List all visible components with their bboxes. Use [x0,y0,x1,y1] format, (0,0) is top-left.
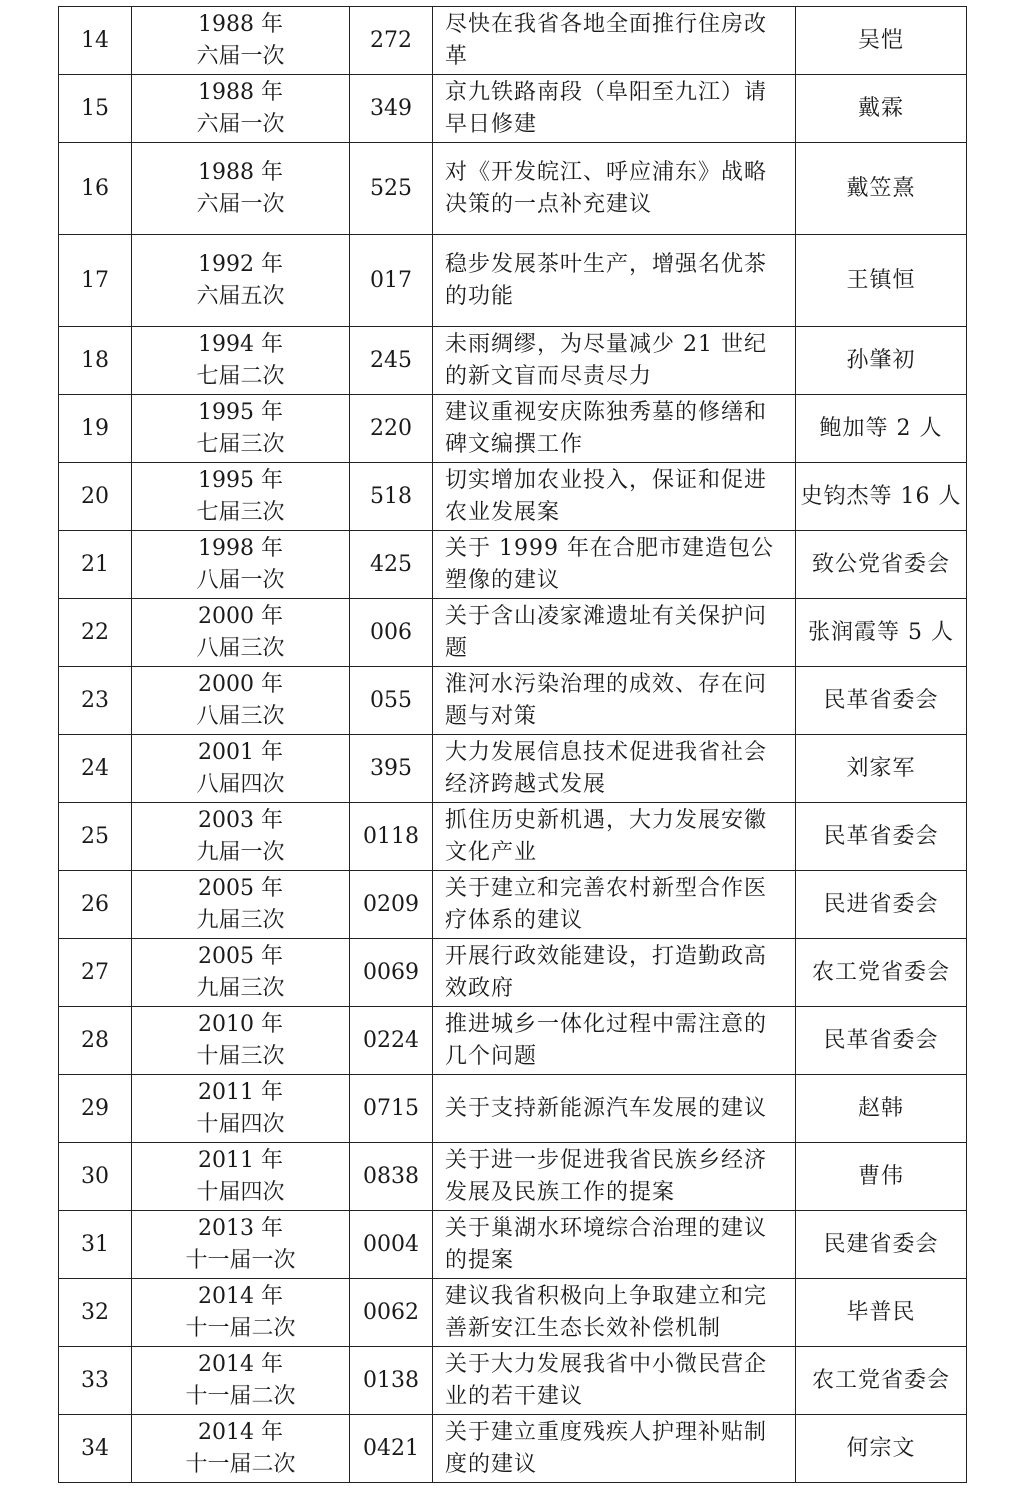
proposal-title: 淮河水污染治理的成效、存在问题与对策 [433,667,796,735]
session-year: 1995 年 [198,399,283,425]
proposal-author: 赵韩 [796,1075,967,1143]
proposal-code: 525 [350,143,433,235]
proposal-title: 大力发展信息技术促进我省社会经济跨越式发展 [433,735,796,803]
session-name: 六届一次 [196,111,285,137]
row-number: 15 [59,75,132,143]
session-cell [132,75,350,143]
session-name: 十一届二次 [185,1383,296,1409]
table-row [59,327,967,395]
proposal-author: 民革省委会 [796,1007,967,1075]
proposal-title: 开展行政效能建设，打造勤政高效政府 [433,939,796,1007]
session-year: 1998 年 [198,535,283,561]
table-row [59,1075,967,1143]
row-number: 24 [59,735,132,803]
proposal-author: 何宗文 [796,1415,967,1483]
session-year: 2001 年 [198,739,283,765]
session-year: 1988 年 [198,159,283,185]
proposal-code: 0118 [350,803,433,871]
session-name: 八届一次 [196,567,285,593]
proposal-author: 毕普民 [796,1279,967,1347]
session-year: 2013 年 [198,1215,283,1241]
proposal-code: 055 [350,667,433,735]
session-year: 1988 年 [198,11,283,37]
proposal-code: 006 [350,599,433,667]
session-cell [132,1211,350,1279]
proposal-code: 017 [350,235,433,327]
row-number: 16 [59,143,132,235]
session-year: 2014 年 [198,1351,283,1377]
session-year: 2005 年 [198,875,283,901]
proposal-code: 0004 [350,1211,433,1279]
proposal-code: 349 [350,75,433,143]
table-row [59,7,967,75]
proposal-code: 395 [350,735,433,803]
proposal-code: 0209 [350,871,433,939]
session-year: 2014 年 [198,1283,283,1309]
proposal-code: 518 [350,463,433,531]
proposal-author: 戴笠熹 [796,143,967,235]
session-name: 七届二次 [196,363,285,389]
proposal-author: 致公党省委会 [796,531,967,599]
proposal-title: 关于建立重度残疾人护理补贴制度的建议 [433,1415,796,1483]
proposal-author: 鲍加等 2 人 [796,395,967,463]
proposal-code: 0715 [350,1075,433,1143]
session-name: 九届三次 [196,907,285,933]
proposal-code: 272 [350,7,433,75]
proposal-code: 0069 [350,939,433,1007]
table-row [59,1211,967,1279]
session-cell [132,803,350,871]
proposal-title: 关于进一步促进我省民族乡经济发展及民族工作的提案 [433,1143,796,1211]
session-name: 六届五次 [196,283,285,309]
row-number: 30 [59,1143,132,1211]
session-year: 2011 年 [198,1079,283,1105]
session-year: 1994 年 [198,331,283,357]
proposal-title: 关于建立和完善农村新型合作医疗体系的建议 [433,871,796,939]
session-year: 2005 年 [198,943,283,969]
proposal-title: 未雨绸缪，为尽量减少 21 世纪的新文盲而尽责尽力 [433,327,796,395]
session-cell [132,1279,350,1347]
proposal-title: 稳步发展茶叶生产，增强名优茶的功能 [433,235,796,327]
row-number: 27 [59,939,132,1007]
table-row [59,235,967,327]
row-number: 21 [59,531,132,599]
table-row [59,871,967,939]
table-row [59,531,967,599]
proposal-code: 0224 [350,1007,433,1075]
session-cell [132,531,350,599]
proposal-author: 张润霞等 5 人 [796,599,967,667]
table-row [59,1279,967,1347]
session-cell [132,327,350,395]
proposal-author: 刘家军 [796,735,967,803]
session-cell [132,939,350,1007]
proposal-author: 民革省委会 [796,803,967,871]
row-number: 19 [59,395,132,463]
table-row [59,75,967,143]
proposal-title: 尽快在我省各地全面推行住房改革 [433,7,796,75]
proposal-title: 关于大力发展我省中小微民营企业的若干建议 [433,1347,796,1415]
session-name: 十一届二次 [185,1315,296,1341]
table-row [59,1007,967,1075]
row-number: 32 [59,1279,132,1347]
session-year: 2000 年 [198,603,283,629]
proposal-title: 抓住历史新机遇，大力发展安徽文化产业 [433,803,796,871]
proposal-code: 0138 [350,1347,433,1415]
proposal-title: 关于 1999 年在合肥市建造包公塑像的建议 [433,531,796,599]
row-number: 34 [59,1415,132,1483]
proposal-title: 推进城乡一体化过程中需注意的几个问题 [433,1007,796,1075]
session-year: 2011 年 [198,1147,283,1173]
proposal-code: 245 [350,327,433,395]
proposal-table-body [59,7,967,1483]
session-cell [132,735,350,803]
session-year: 2010 年 [198,1011,283,1037]
table-row [59,143,967,235]
row-number: 33 [59,1347,132,1415]
session-cell [132,1347,350,1415]
session-name: 七届三次 [196,431,285,457]
proposal-author: 农工党省委会 [796,939,967,1007]
proposal-title: 切实增加农业投入，保证和促进农业发展案 [433,463,796,531]
table-row [59,939,967,1007]
session-cell [132,395,350,463]
row-number: 28 [59,1007,132,1075]
session-cell [132,871,350,939]
session-year: 2000 年 [198,671,283,697]
proposal-code: 425 [350,531,433,599]
session-cell [132,1007,350,1075]
proposal-author: 农工党省委会 [796,1347,967,1415]
proposal-author: 民革省委会 [796,667,967,735]
proposal-title: 京九铁路南段（阜阳至九江）请早日修建 [433,75,796,143]
session-cell [132,143,350,235]
proposal-code: 0421 [350,1415,433,1483]
table-row [59,1415,967,1483]
session-name: 九届三次 [196,975,285,1001]
session-cell [132,463,350,531]
session-cell [132,667,350,735]
proposal-author: 吴恺 [796,7,967,75]
session-year: 1988 年 [198,79,283,105]
session-name: 十一届二次 [185,1451,296,1477]
proposal-author: 王镇恒 [796,235,967,327]
table-row [59,667,967,735]
proposal-author: 曹伟 [796,1143,967,1211]
proposal-title: 建议我省积极向上争取建立和完善新安江生态长效补偿机制 [433,1279,796,1347]
proposal-code: 0838 [350,1143,433,1211]
session-cell [132,235,350,327]
proposal-code: 220 [350,395,433,463]
session-year: 1995 年 [198,467,283,493]
row-number: 14 [59,7,132,75]
row-number: 26 [59,871,132,939]
proposal-title: 对《开发皖江、呼应浦东》战略决策的一点补充建议 [433,143,796,235]
table-row [59,735,967,803]
proposal-title: 关于含山凌家滩遗址有关保护问题 [433,599,796,667]
proposal-title: 建议重视安庆陈独秀墓的修缮和碑文编撰工作 [433,395,796,463]
table-row [59,395,967,463]
session-name: 八届三次 [196,635,285,661]
proposal-author: 孙肇初 [796,327,967,395]
session-name: 六届一次 [196,43,285,69]
row-number: 31 [59,1211,132,1279]
row-number: 17 [59,235,132,327]
session-name: 六届一次 [196,191,285,217]
session-name: 十一届一次 [185,1247,296,1273]
row-number: 29 [59,1075,132,1143]
proposal-author: 史钧杰等 16 人 [796,463,967,531]
session-name: 十届三次 [196,1043,285,1069]
row-number: 18 [59,327,132,395]
row-number: 22 [59,599,132,667]
session-name: 十届四次 [196,1179,285,1205]
table-row [59,1143,967,1211]
proposal-table [58,6,967,1483]
row-number: 23 [59,667,132,735]
session-name: 七届三次 [196,499,285,525]
session-cell [132,1143,350,1211]
proposal-author: 民建省委会 [796,1211,967,1279]
table-row [59,803,967,871]
row-number: 25 [59,803,132,871]
proposal-title: 关于巢湖水环境综合治理的建议的提案 [433,1211,796,1279]
proposal-title: 关于支持新能源汽车发展的建议 [433,1075,796,1143]
row-number: 20 [59,463,132,531]
session-cell [132,1075,350,1143]
table-row [59,599,967,667]
session-name: 九届一次 [196,839,285,865]
proposal-author: 民进省委会 [796,871,967,939]
session-cell [132,7,350,75]
session-cell [132,1415,350,1483]
session-year: 2003 年 [198,807,283,833]
proposal-author: 戴霖 [796,75,967,143]
table-row [59,463,967,531]
session-name: 十届四次 [196,1111,285,1137]
session-name: 八届四次 [196,771,285,797]
session-name: 八届三次 [196,703,285,729]
session-year: 2014 年 [198,1419,283,1445]
session-cell [132,599,350,667]
proposal-code: 0062 [350,1279,433,1347]
table-row [59,1347,967,1415]
session-year: 1992 年 [198,251,283,277]
